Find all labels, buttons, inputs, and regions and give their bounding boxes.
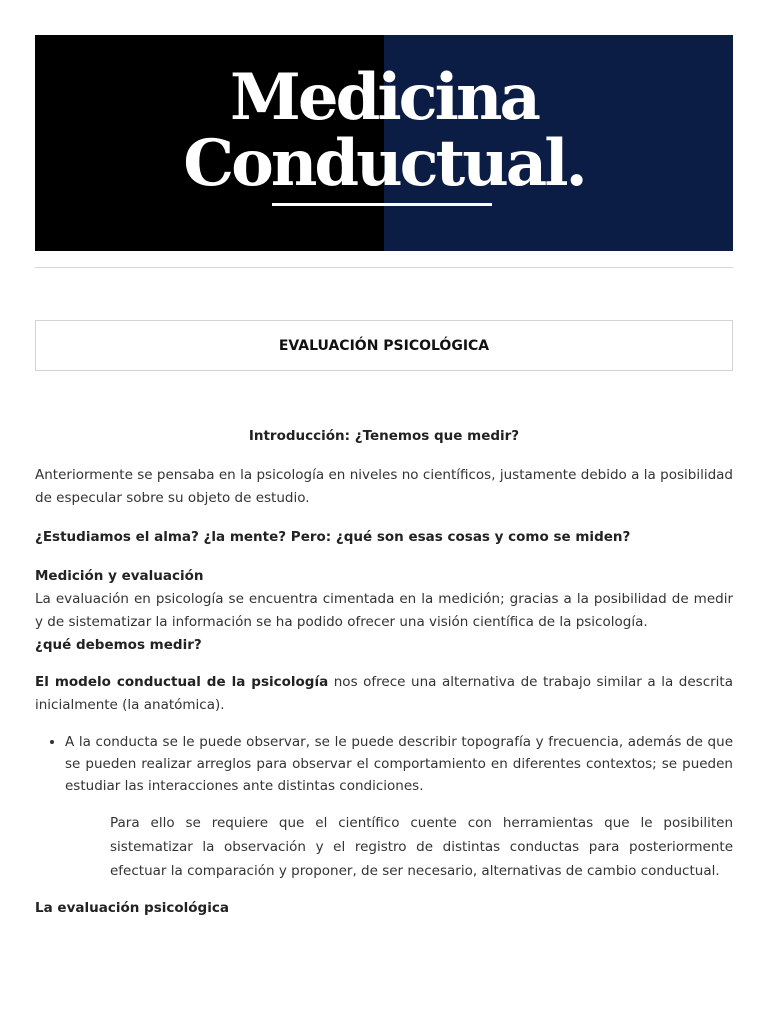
indented-paragraph: Para ello se requiere que el científico cuente con herramientas que le posibiliten sistematizar la observación y el registro de distintas conductas para posteriormente efectuar la comparación y proponer, de ser necesario, alternativas de cambio conductual. [110,815,733,879]
intro-paragraph: Anteriormente se pensaba en la psicología en niveles no científicos, justamente debido a la posibilidad de especular sobre su objeto de estudio. [35,467,733,506]
question-text: ¿Estudiamos el alma? ¿la mente? Pero: ¿qué son esas cosas y como se miden? [35,529,631,545]
list-item: • A la conducta se le puede observar, se le puede describir topografía y frecuencia, además de que se pueden realizar arreglos para observar el comportamiento en diferentes contextos; se pueden estudiar las interacciones ante distintas condiciones. [65,731,733,797]
article-body [35,425,733,920]
subheading-evaluacion [35,897,733,920]
question-heading [35,526,733,549]
subheading-medicion-text: Medición y evaluación [35,568,204,584]
section-title: EVALUACIÓN PSICOLÓGICA [278,337,490,354]
header-banner [35,35,733,251]
bullet-list [35,731,733,797]
subheading-evaluacion-text: La evaluación psicológica [35,900,229,916]
model-paragraph [35,671,733,717]
subheading-medicion [35,565,733,588]
measurement-paragraph: La evaluación en psicología se encuentra cimentada en la medición; gracias a la posibilidad de medir y de sistematizar la información se ha podido ofrecer una visión científica de la psicología. [35,591,733,630]
section-title-box [35,320,733,371]
divider [35,267,733,268]
model-paragraph-bold: El modelo conductual de la psicología [35,674,329,690]
question-medir [35,634,733,657]
banner-title-line-2: Conductual. [183,126,585,201]
model-paragraph-rest: nos ofrece una alternativa de trabajo similar a la descrita inicialmente (la anatómica). [35,674,733,713]
intro-heading: Introducción: ¿Tenemos que medir? [248,428,520,444]
banner-underline [272,203,492,206]
question-medir-text: ¿qué debemos medir? [35,637,202,653]
banner-title [35,60,733,201]
banner-title-line-1: Medicina [230,60,538,135]
